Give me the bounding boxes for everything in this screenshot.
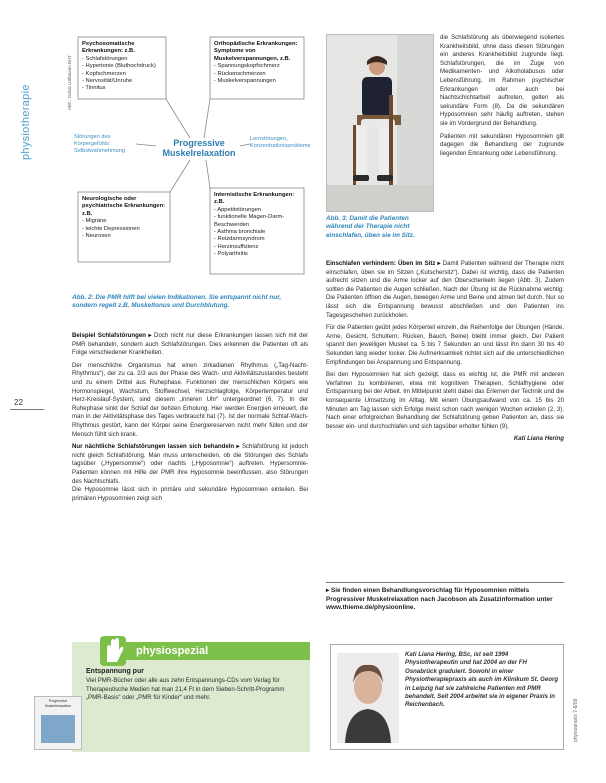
indication-diagram (72, 32, 312, 282)
author-bio-box (330, 644, 564, 750)
diagram-item: - Migräne (82, 218, 107, 225)
info-link-box[interactable] (326, 582, 564, 613)
paragraph: Patienten mit sekundären Hyposomnien gilt dagegen die Behandlung der zugrunde liegenden Erkrankung oder Lebensführung. (440, 132, 564, 157)
paragraph: die Schlafstörung als überwiegend isoliertes Krankheitsbild, ohne dass diesen Störungen ein anderes Krankheitsbild zugrunde liegt. Schlafstörungen, die im Zuge von Medikamenten- und Alkoholabusus oder Lebensführung, im Rahmen psychischer Erkrankungen oder auch bei Nachtschichtarbeit auftreten, gelten als sekundäre Form (8). Da die sekundären Hyposomnien sehr häufig auftreten, stehen sie im Vordergrund der Behandlung. (440, 34, 564, 127)
author-photo (337, 653, 399, 743)
book-cover-title: Progressive Muskelrelaxation (44, 699, 72, 708)
diagram-item: - Kopfschmerzen (82, 70, 126, 77)
left-column (72, 332, 308, 503)
paragraph: Für die Patienten geübt jedes Körperteil einzeln, die Reihenfolge der Übungen (Hände, Arme, Gesicht, Schultern, Rücken, Bauch, Beine) bleibt immer gleich. Der Patient spannt den jeweiligen Muskel ca. 5 bis 7 Sekunden an und lässt ihn dann 30 bis 40 Sekunden lang wieder locker. Die Aufmerksamkeit richtet sich auf die unterschiedlichen Empfindungen bei Anspannung und Entspannung. (326, 324, 564, 366)
diagram-learning-problems: Lernstörungen, Konzentrationsprobleme (250, 136, 311, 149)
paragraph: Nur nächtliche Schlafstörungen lassen sich behandeln ▸ Schlafstörung ist jedoch nicht gleich Schlafstörung. Man muss unterscheiden, ob die Störungen des Schlafs tagsüber („Hypersomnie“) oder nachts („Hyposomnie“) auftreten. Hypersomnie-Patienten können mit Hilfe der PMR ihre Hyposomnie beeinflussen, also Störungen des Nachtschlafs. (72, 443, 308, 485)
figure-3-caption: Abb. 3: Damit die Patienten während der Therapie nicht einschlafen, üben sie im Sitz. (326, 215, 415, 239)
seated-patient-illustration (327, 35, 434, 212)
section-label: physiotherapie (20, 84, 32, 160)
diagram-box-title: Neurologische oder psychiatrische Erkrankungen: z.B. (82, 196, 166, 217)
hand-icon (100, 636, 126, 666)
info-link-text[interactable]: ▸ Sie finden einen Behandlungsvorschlag für Hyposomnien mittels Progressiver Muskelrelaxation nach Jacobson als Zusatzinformation unter www.thieme.de/physioonline. (326, 587, 553, 612)
paragraph: Einschlafen verhindern: Üben im Sitz ▸ Damit Patienten während der Therapie nicht einschlafen, üben sie im Sitzen („Kutschersitz“). Dabei ist wichtig, dass die Patienten aufrecht sitzen und die Arme locker auf den Oberschenkeln liegen (Abb. 3). Zudem sollten die Patienten die Augen schließen. Nach der Übung ist die Rücknahme wichtig: Die Patienten öffnen die Augen, bewegen Arme und Beine und atmen tief durch. Nur so lässt sich die Entspannung bewusst abschließen und den Patienten ins Tagesgeschehen zurückholen. (326, 260, 564, 319)
diagram-item: - Reizdarmsyndrom (214, 236, 265, 243)
paragraph: Die Hyposomnie lässt sich in primäre und sekundäre Hyposomnien einteilen. Bei primären Hyposomnien zeigt sich (72, 486, 308, 502)
diagram-box-title: Internistische Erkrankungen: z.B. (214, 192, 295, 206)
diagram-item: - funktionelle Magen-Darm-Beschwerden (214, 214, 285, 228)
diagram-box-psychosomatic (82, 41, 164, 93)
paragraph: Der menschliche Organismus hat einen zirkadianen Rhythmus („Tag-Nacht-Rhythmus“), der zu ca. 2/3 aus der Phase des Wach- und Aktivitätszustandes besteht und zu einem Drittel aus Ruhephase. Funktionen der menschlichen Körpers wie Hormonspiegel, Wachstum, Stoffwechsel, Herzschlagfolge, Körpertemperatur und Herz-Kreislauf-System, sind diesem „inneren Uhr“ untergeordnet (6, 7). In der Ruhephase sinkt der Schlaf der tiefsten Erholung. Hier werden Energien erneuert, die man in der Aktivitätsphase des Tages verbraucht hat (7). Ist der normale Schlaf-Wach-Rhythmus gestört, kann der Körper seine Energiereserven nicht mehr füllen und der Mensch fühlt sich krank. (72, 361, 308, 438)
diagram-item: - Hypertonie (Bluthochdruck) (82, 63, 156, 70)
patient-photo (326, 34, 434, 212)
paragraph: Bei den Hyposomnien hat sich gezeigt, dass es wichtig ist, die PMR mit anderen Verfahren zu kombinieren, etwa mit kognitiven Therapien, Schlafhygiene oder Entspannung bei der Arbeit. Im Mittelpunkt steht dabei das Erlernen der Technik und die konsequente Umsetzung im Alltag. Mit einem Übungsaufwand von ca. 15 bis 20 Minuten am Tag lassen sich Erfolge meist schon nach wenigen Wochen erzielen (2, 3). Nach einer erfolgreichen Behandlung der Schlafstörung geben Patienten an, dass sie besser ein- und durchschlafen und sich tagsüber erholter fühlen (9). (326, 371, 564, 430)
author-signature: Kati Liana Hering (513, 435, 564, 443)
diagram-item: - Spannungskopfschmerz (214, 63, 280, 70)
physiospezial-header (124, 642, 310, 660)
diagram-item: - leichte Depressionen (82, 225, 140, 232)
diagram-item: - Rückenschmerzen (214, 70, 266, 77)
diagram-box-title: Orthopädische Erkrankungen: Symptome von Muskelverspannungen, z.B. (214, 41, 298, 62)
physiospezial-title: physiospezial (136, 645, 209, 657)
paragraph: Beispiel Schlafstörungen ▸ Doch nicht nur diese Erkrankungen lassen sich mit der PMR behandeln, sondern auch Schlafstörungen. Dies erkennen die Patienten oft als Folge verschiedener Krankheiten. (72, 332, 308, 357)
right-top-column (440, 34, 564, 158)
diagram-box-internal (214, 192, 302, 259)
right-column (326, 260, 564, 444)
diagram-item: - Herzinsuffizienz (214, 243, 259, 250)
diagram-item: - Polyarthritis (214, 251, 248, 258)
diagram-item: - Muskelverspannungen (214, 78, 276, 85)
diagram-box-orthopedic (214, 41, 302, 85)
footer-journal: physiopraxis 7-8/09 (573, 698, 579, 742)
page-number: 22 (14, 398, 23, 407)
book-cover-image (34, 696, 82, 750)
figure-2-caption: Abb. 2: Die PMR hilft bei vielen Indikationen. Sie entspannt nicht nur, sondern regelt z.B. Muskeltonus und Durchblutung. (72, 294, 282, 310)
spezial-text: Viel PMR-Bücher oder alle aus zehn Entspannungs-CDs vom Verlag für Therapeutische Medien hat man 21,4 Ft in dem Sieben-Schritt-Programm „PMR-Basis“ oder „PMR für Kinder“ und mehr. (86, 677, 285, 702)
page-number-rule (10, 409, 44, 410)
spezial-subtitle: Entspannung pur (86, 668, 144, 675)
diagram-center-pmr: Progressive Muskelrelaxation (162, 138, 236, 158)
diagram-box-title: Psychosomatische Erkrankungen: z.B. (82, 41, 135, 55)
diagram-body-awareness: Störungen des Körpergefühls: Selbstwahrnehmung (74, 134, 125, 154)
diagram-item: - Appetitstörungen (214, 206, 262, 213)
diagram-box-neurological (82, 196, 168, 240)
diagram-item: - Neurosen (82, 233, 111, 240)
image-credit: Abb.: Dubai Lüthmann BHT (67, 54, 72, 110)
book-cover-graphic (41, 715, 75, 743)
author-bio-text: Kati Liana Hering, BSc, ist seit 1994 Physiotherapeutin und hat 2004 an der FH Osnabrück graduiert. Sowohl in einer Physiotherapiepraxis als auch im Klinikum St. Georg in Leipzig hat sie zahlreiche Patienten mit PMR behandelt. Seit 2004 arbeitet sie in eigener Praxis in Reichenbach. (405, 651, 559, 709)
diagram-item: - Schlafstörungen (82, 55, 128, 62)
diagram-item: - Tinnitus (82, 85, 106, 92)
diagram-item: - Asthma bronchiale (214, 229, 266, 236)
diagram-item: - Nervosität/Unruhe (82, 78, 133, 85)
